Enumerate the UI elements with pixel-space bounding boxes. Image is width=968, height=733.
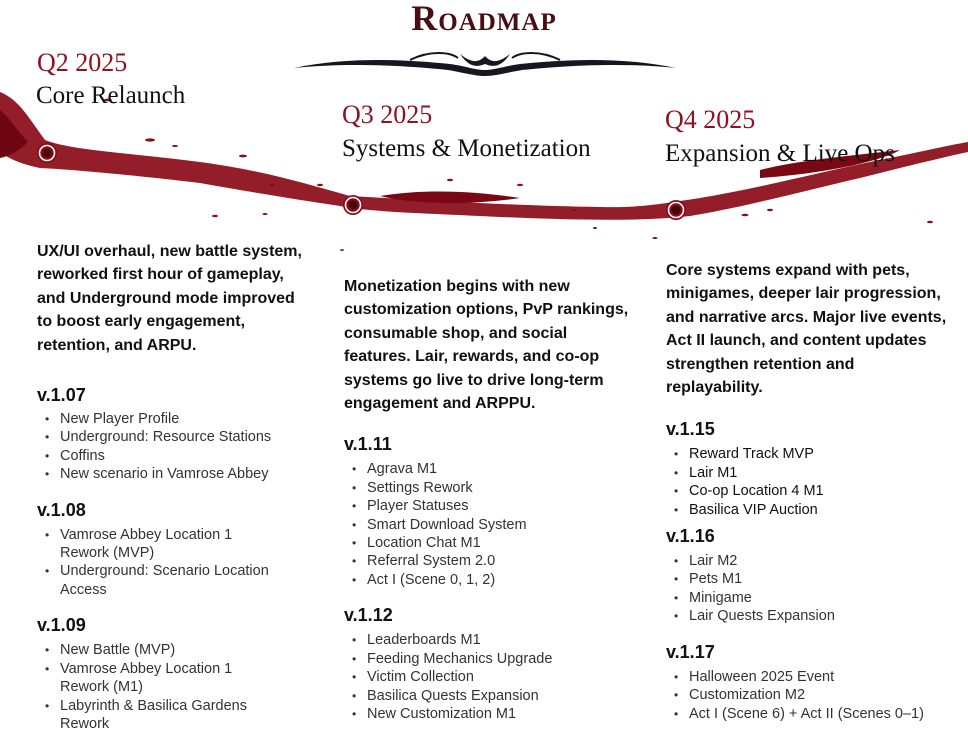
version-heading: v.1.08 [37,499,309,521]
list-item: • Basilica VIP Auction [666,501,951,519]
q3-phase-title: Systems & Monetization [342,134,591,164]
list-item: • New scenario in Vamrose Abbey [37,465,309,483]
q2-quarter-label: Q2 2025 [37,48,127,78]
list-item: • New Customization M1 [344,705,629,723]
q4-description: Core systems expand with pets, minigames, deeper lair progression, and narrative arcs. Major live events, Act II launch, and content updates strengthen retention and replayability. [666,259,951,399]
list-item: • Minigame [666,589,951,607]
list-item: • Basilica Quests Expansion [344,687,629,705]
q3-quarter-label: Q3 2025 [342,100,432,130]
q2-column [37,240,309,733]
list-item: • Victim Collection [344,668,629,686]
version-heading: v.1.12 [344,604,629,626]
version-heading: v.1.17 [666,641,951,663]
timeline-node-q4 [665,199,687,221]
list-item: • Co-op Location 4 M1 [666,482,951,500]
version-item-list [37,526,277,600]
q4-quarter-label: Q4 2025 [665,105,755,135]
timeline-node-q2 [36,142,58,164]
list-item: • Settings Rework [344,479,629,497]
version-heading: v.1.16 [666,525,951,547]
list-item: • Lair M2 [666,552,951,570]
blood-splatter-timeline [0,0,968,260]
q4-phase-title: Expansion & Live Ops [665,139,895,169]
list-item: • New Player Profile [37,410,309,428]
list-item: • Vamrose Abbey Location 1 Rework (MVP) [37,526,277,563]
version-item-list [344,631,629,723]
q2-phase-title: Core Relaunch [36,81,185,111]
version-heading: v.1.11 [344,433,629,455]
list-item: • Feeding Mechanics Upgrade [344,650,629,668]
list-item: • New Battle (MVP) [37,641,277,659]
list-item: • Act I (Scene 6) + Act II (Scenes 0–1) [666,705,951,723]
version-item-list [666,552,951,626]
list-item: • Agrava M1 [344,460,629,478]
list-item: • Leaderboards M1 [344,631,629,649]
q3-description: Monetization begins with new customization options, PvP rankings, consumable shop, and social features. Lair, rewards, and co-op systems go live to drive long-term engagement and ARPPU. [344,275,629,415]
list-item: • Reward Track MVP [666,445,951,463]
list-item: • Smart Download System [344,516,629,534]
list-item: • Labyrinth & Basilica Gardens Rework [37,697,277,733]
version-heading: v.1.15 [666,418,951,440]
version-item-list [666,668,951,723]
version-item-list [344,460,629,589]
list-item: • Vamrose Abbey Location 1 Rework (M1) [37,660,277,697]
page-title: Roadmap [0,0,968,36]
list-item: • Halloween 2025 Event [666,668,951,686]
version-item-list [666,445,951,519]
list-item: • Customization M2 [666,686,951,704]
list-item: • Referral System 2.0 [344,552,629,570]
version-item-list [37,410,309,484]
list-item: • Lair M1 [666,464,951,482]
q4-column [666,259,951,723]
version-heading: v.1.09 [37,614,309,636]
version-item-list [37,641,277,733]
list-item: • Coffins [37,447,309,465]
list-item: • Underground: Resource Stations [37,428,309,446]
timeline-node-q3 [342,194,364,216]
list-item: • Pets M1 [666,570,951,588]
q2-description: UX/UI overhaul, new battle system, reworked first hour of gameplay, and Underground mode improved to boost early engagement, retention, and ARPU. [37,240,309,357]
q3-column [344,275,629,723]
list-item: • Player Statuses [344,497,629,515]
list-item: • Location Chat M1 [344,534,629,552]
list-item: • Lair Quests Expansion [666,607,951,625]
version-heading: v.1.07 [37,384,309,406]
list-item: • Underground: Scenario Location Access [37,562,277,599]
list-item: • Act I (Scene 0, 1, 2) [344,571,629,589]
title-ornament [290,40,680,80]
